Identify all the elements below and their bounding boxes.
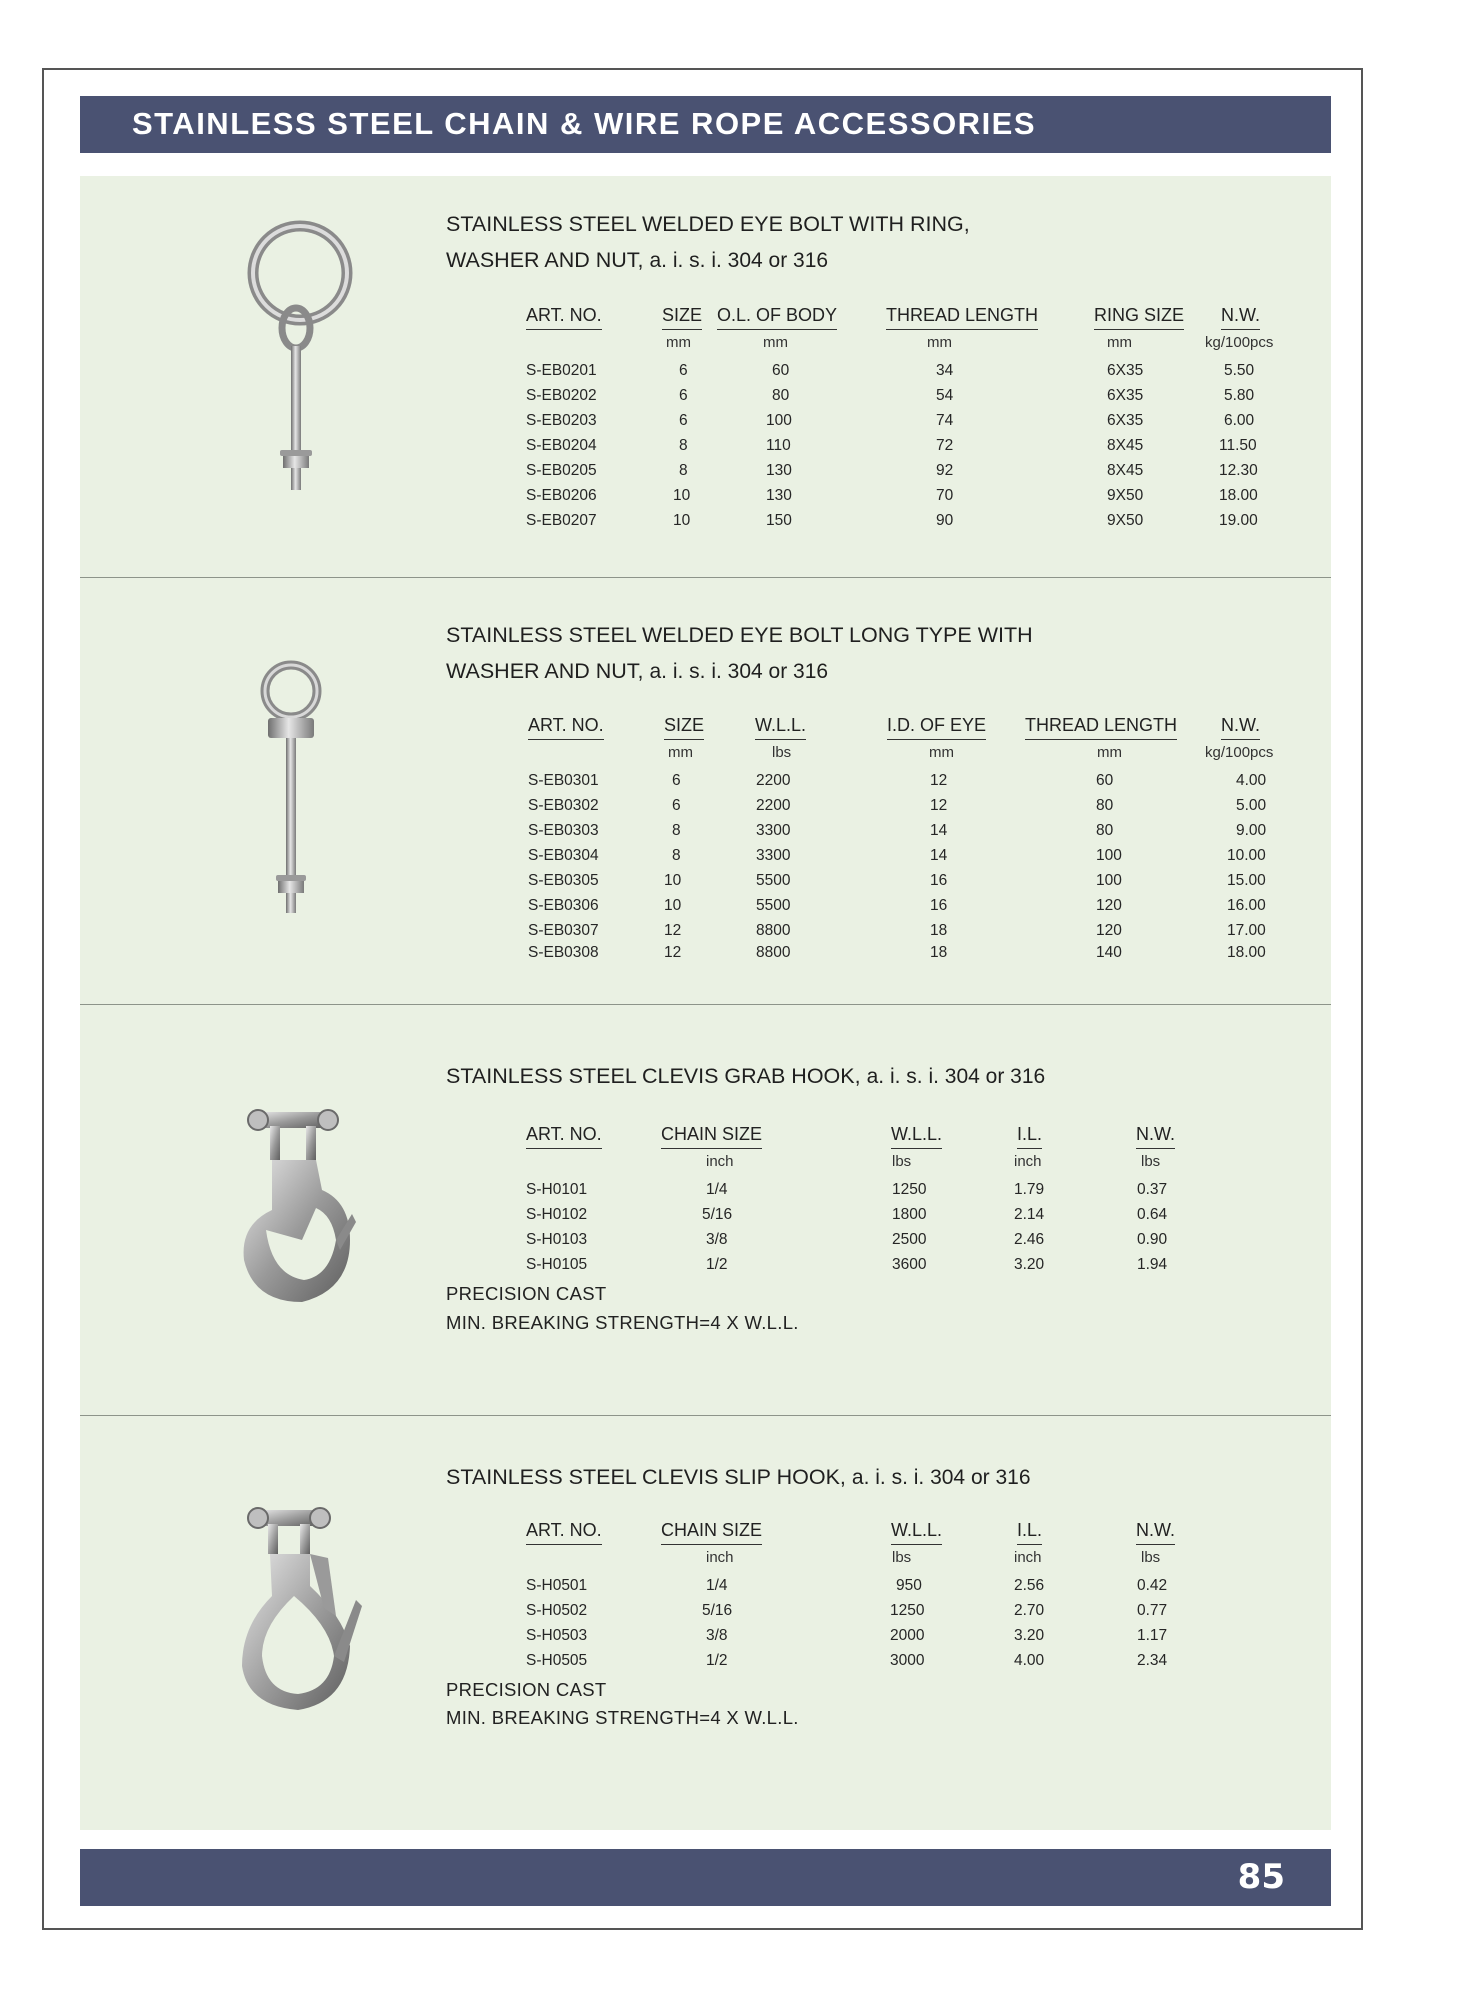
- unit-label: lbs: [772, 744, 792, 761]
- table-cell: S-EB0205: [526, 462, 597, 479]
- table-cell: 9X50: [1107, 487, 1144, 504]
- table-cell: 140: [1096, 944, 1122, 961]
- table-cell: 16.00: [1227, 897, 1266, 914]
- table-cell: S-EB0207: [526, 512, 597, 529]
- table-cell: 92: [936, 462, 954, 479]
- table-cell: 6X35: [1107, 362, 1144, 379]
- col-header: I.D. OF EYE: [887, 715, 986, 740]
- table-cell: 950: [896, 1577, 922, 1594]
- col-header: CHAIN SIZE: [661, 1520, 762, 1545]
- unit-label: lbs: [1141, 1549, 1161, 1566]
- table-cell: 3.20: [1014, 1256, 1045, 1273]
- table-cell: 8: [672, 847, 681, 864]
- table-cell: S-H0101: [526, 1181, 588, 1198]
- table-cell: 2.34: [1137, 1652, 1168, 1669]
- table-cell: 16: [930, 897, 948, 914]
- table-cell: 90: [936, 512, 954, 529]
- table-cell: 80: [772, 387, 790, 404]
- table-cell: 2.46: [1014, 1231, 1045, 1248]
- table-cell: 6: [672, 772, 681, 789]
- table-cell: 1.94: [1137, 1256, 1168, 1273]
- table-cell: 2.56: [1014, 1577, 1045, 1594]
- table-cell: 3000: [890, 1652, 925, 1669]
- table-cell: 72: [936, 437, 954, 454]
- table-cell: 54: [936, 387, 954, 404]
- unit-label: lbs: [892, 1153, 912, 1170]
- eye-bolt-with-ring-image: [236, 218, 366, 498]
- table-cell: S-EB0307: [528, 922, 599, 939]
- col-header: N.W.: [1221, 715, 1260, 740]
- unit-label: kg/100pcs: [1205, 334, 1274, 351]
- table-cell: S-EB0304: [528, 847, 599, 864]
- table-cell: 1/2: [706, 1652, 728, 1669]
- table-cell: 60: [1096, 772, 1114, 789]
- table-cell: 18.00: [1219, 487, 1258, 504]
- table-cell: 8: [679, 462, 688, 479]
- table-cell: 10: [673, 512, 691, 529]
- table-cell: 11.50: [1219, 437, 1257, 454]
- table-cell: 0.64: [1137, 1206, 1168, 1223]
- table-cell: 5/16: [702, 1206, 733, 1223]
- table-cell: 4.00: [1236, 772, 1267, 789]
- table-cell: S-H0103: [526, 1231, 588, 1248]
- table-cell: 130: [766, 487, 792, 504]
- col-header: N.W.: [1221, 305, 1260, 330]
- unit-label: lbs: [1141, 1153, 1161, 1170]
- unit-label: mm: [666, 334, 691, 351]
- col-header: O.L. OF BODY: [717, 305, 837, 330]
- table-cell: 6: [679, 412, 688, 429]
- table-cell: 10: [673, 487, 691, 504]
- table-cell: 1/2: [706, 1256, 728, 1273]
- col-header: SIZE: [662, 305, 702, 330]
- table-cell: 3/8: [706, 1231, 728, 1248]
- table-cell: 12: [664, 922, 682, 939]
- table-cell: 14: [930, 822, 948, 839]
- table-cell: 2200: [756, 797, 791, 814]
- unit-label: mm: [1107, 334, 1132, 351]
- table-cell: S-EB0302: [528, 797, 599, 814]
- table-cell: 5500: [756, 897, 791, 914]
- unit-label: mm: [1097, 744, 1122, 761]
- col-header: ART. NO.: [528, 715, 604, 740]
- table-cell: 110: [766, 437, 791, 454]
- footer-banner: [80, 1849, 1331, 1906]
- table-cell: 8X45: [1107, 462, 1144, 479]
- table-cell: 60: [772, 362, 790, 379]
- table-cell: 3600: [892, 1256, 927, 1273]
- unit-label: lbs: [892, 1549, 912, 1566]
- unit-label: mm: [763, 334, 788, 351]
- clevis-slip-hook-image: [232, 1496, 372, 1718]
- table-cell: 3300: [756, 847, 791, 864]
- table-cell: 19.00: [1219, 512, 1258, 529]
- table-cell: 1250: [890, 1602, 925, 1619]
- eye-bolt-long-type-image: [254, 658, 334, 916]
- table-cell: 34: [936, 362, 954, 379]
- table-cell: 1800: [892, 1206, 927, 1223]
- col-header: N.W.: [1136, 1520, 1175, 1545]
- col-header: CHAIN SIZE: [661, 1124, 762, 1149]
- table-cell: 6: [672, 797, 681, 814]
- table-cell: 1/4: [706, 1181, 728, 1198]
- table-cell: 9.00: [1236, 822, 1267, 839]
- table-cell: 1250: [892, 1181, 927, 1198]
- table-cell: 120: [1096, 897, 1122, 914]
- material-spec: a. i. s. i. 304 or 316: [649, 249, 829, 272]
- unit-label: mm: [668, 744, 693, 761]
- table-cell: 0.37: [1137, 1181, 1168, 1198]
- table-cell: 70: [936, 487, 954, 504]
- table-cell: 74: [936, 412, 954, 429]
- table-cell: 5.80: [1224, 387, 1255, 404]
- table-cell: 6: [679, 362, 688, 379]
- table-cell: 15.00: [1227, 872, 1266, 889]
- table-cell: 1.17: [1137, 1627, 1168, 1644]
- table-cell: 10: [664, 897, 682, 914]
- section-title: STAINLESS STEEL CLEVIS GRAB HOOK, a. i. s. i. 304 or 316: [446, 1064, 1046, 1088]
- table-cell: 8X45: [1107, 437, 1144, 454]
- table-cell: 80: [1096, 822, 1114, 839]
- table-cell: 10.00: [1227, 847, 1266, 864]
- col-header: THREAD LENGTH: [1025, 715, 1177, 740]
- note-precision-cast: PRECISION CAST: [446, 1679, 607, 1700]
- table-cell: 1/4: [706, 1577, 728, 1594]
- table-cell: 6X35: [1107, 387, 1144, 404]
- unit-label: inch: [1014, 1549, 1042, 1566]
- table-cell: 8: [672, 822, 681, 839]
- table-cell: 2.14: [1014, 1206, 1045, 1223]
- material-spec: a. i. s. i. 304 or 316: [866, 1065, 1046, 1088]
- table-cell: 0.77: [1137, 1602, 1168, 1619]
- table-cell: 16: [930, 872, 948, 889]
- unit-label: kg/100pcs: [1205, 744, 1274, 761]
- material-spec: a. i. s. i. 304 or 316: [649, 660, 829, 683]
- table-cell: S-H0102: [526, 1206, 588, 1223]
- section-title: STAINLESS STEEL WELDED EYE BOLT WITH RING, WASHER AND NUT, a. i. s. i. 304 or 316: [446, 212, 970, 272]
- col-header: W.L.L.: [891, 1520, 942, 1545]
- unit-label: inch: [706, 1549, 734, 1566]
- table-cell: 2200: [756, 772, 791, 789]
- col-header: SIZE: [664, 715, 704, 740]
- table-cell: 3300: [756, 822, 791, 839]
- table-cell: 0.42: [1137, 1577, 1168, 1594]
- page-title: STAINLESS STEEL CHAIN & WIRE ROPE ACCESSORIES: [132, 106, 1037, 141]
- table-cell: 1.79: [1014, 1181, 1045, 1198]
- clevis-grab-hook-image: [232, 1090, 368, 1316]
- table-cell: 100: [1096, 872, 1122, 889]
- col-header: ART. NO.: [526, 1124, 602, 1149]
- col-header: N.W.: [1136, 1124, 1175, 1149]
- table-cell: S-EB0206: [526, 487, 597, 504]
- col-header: I.L.: [1017, 1520, 1042, 1545]
- table-cell: S-H0503: [526, 1627, 588, 1644]
- table-cell: 6.00: [1224, 412, 1255, 429]
- table-cell: 2500: [892, 1231, 927, 1248]
- table-cell: S-H0502: [526, 1602, 588, 1619]
- table-cell: 18: [930, 922, 948, 939]
- table-cell: 5500: [756, 872, 791, 889]
- table-cell: 12.30: [1219, 462, 1258, 479]
- table-cell: 8: [679, 437, 688, 454]
- col-header: I.L.: [1017, 1124, 1042, 1149]
- table-cell: S-EB0203: [526, 412, 597, 429]
- col-header: W.L.L.: [891, 1124, 942, 1149]
- table-cell: 8800: [756, 922, 791, 939]
- unit-label: inch: [706, 1153, 734, 1170]
- table-cell: 100: [766, 412, 792, 429]
- note-precision-cast: PRECISION CAST: [446, 1283, 607, 1304]
- unit-label: mm: [929, 744, 954, 761]
- table-cell: 14: [930, 847, 948, 864]
- table-cell: 5.50: [1224, 362, 1255, 379]
- table-cell: S-H0105: [526, 1256, 588, 1273]
- table-cell: S-H0505: [526, 1652, 588, 1669]
- table-cell: 9X50: [1107, 512, 1144, 529]
- col-header: RING SIZE: [1094, 305, 1184, 330]
- table-cell: 18: [930, 944, 948, 961]
- material-spec: a. i. s. i. 304 or 316: [851, 1466, 1031, 1489]
- note-breaking-strength: MIN. BREAKING STRENGTH=4 X W.L.L.: [446, 1312, 799, 1333]
- table-cell: 5/16: [702, 1602, 733, 1619]
- table-cell: 12: [930, 772, 948, 789]
- table-cell: 2000: [890, 1627, 925, 1644]
- table-cell: 120: [1096, 922, 1122, 939]
- section-title: STAINLESS STEEL WELDED EYE BOLT LONG TYPE WITH WASHER AND NUT, a. i. s. i. 304 or 316: [446, 623, 1033, 683]
- table-cell: 150: [766, 512, 792, 529]
- table-cell: S-EB0202: [526, 387, 597, 404]
- unit-label: inch: [1014, 1153, 1042, 1170]
- table-cell: 12: [930, 797, 948, 814]
- header-banner: [80, 96, 1331, 153]
- table-cell: 5.00: [1236, 797, 1267, 814]
- table-cell: 2.70: [1014, 1602, 1045, 1619]
- table-cell: 4.00: [1014, 1652, 1045, 1669]
- col-header: THREAD LENGTH: [886, 305, 1038, 330]
- table-cell: S-EB0305: [528, 872, 599, 889]
- table-cell: S-H0501: [526, 1577, 588, 1594]
- page-number: 85: [1237, 1857, 1285, 1897]
- table-cell: 8800: [756, 944, 791, 961]
- table-cell: 6: [679, 387, 688, 404]
- table-cell: 6X35: [1107, 412, 1144, 429]
- section-title: STAINLESS STEEL CLEVIS SLIP HOOK, a. i. s. i. 304 or 316: [446, 1465, 1031, 1489]
- table-cell: S-EB0301: [528, 772, 599, 789]
- note-breaking-strength: MIN. BREAKING STRENGTH=4 X W.L.L.: [446, 1707, 799, 1728]
- table-cell: S-EB0204: [526, 437, 597, 454]
- table-cell: 3/8: [706, 1627, 728, 1644]
- table-cell: 130: [766, 462, 792, 479]
- table-cell: 18.00: [1227, 944, 1266, 961]
- table-cell: 17.00: [1227, 922, 1266, 939]
- table-cell: S-EB0303: [528, 822, 599, 839]
- table-cell: S-EB0308: [528, 944, 599, 961]
- table-cell: 10: [664, 872, 682, 889]
- table-cell: S-EB0306: [528, 897, 599, 914]
- table-cell: 0.90: [1137, 1231, 1168, 1248]
- col-header: ART. NO.: [526, 1520, 602, 1545]
- table-cell: 80: [1096, 797, 1114, 814]
- col-header: ART. NO.: [526, 305, 602, 330]
- col-header: W.L.L.: [755, 715, 806, 740]
- table-cell: 3.20: [1014, 1627, 1045, 1644]
- table-cell: S-EB0201: [526, 362, 597, 379]
- table-cell: 12: [664, 944, 682, 961]
- unit-label: mm: [927, 334, 952, 351]
- table-cell: 100: [1096, 847, 1122, 864]
